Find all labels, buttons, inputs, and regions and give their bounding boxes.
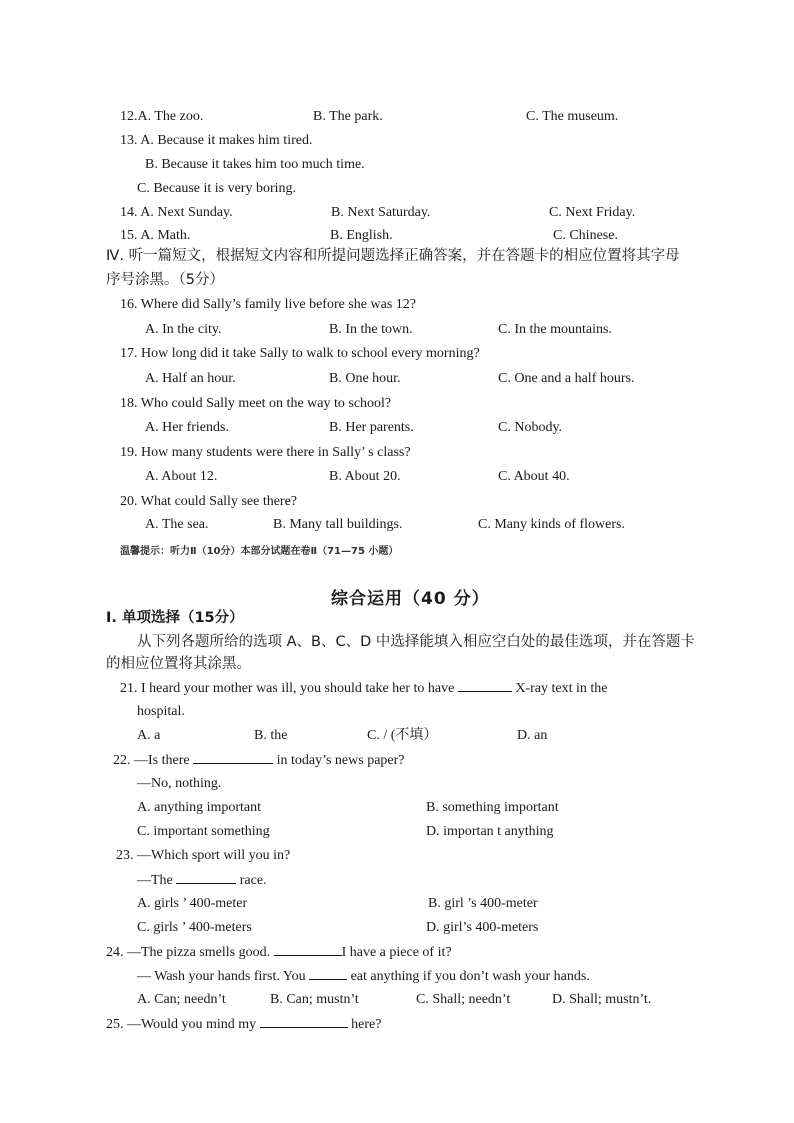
- q23-option-d: D. girl’s 400-meters: [426, 920, 539, 935]
- q25-stem: [106, 1015, 381, 1034]
- part-title: 综合运用（40 分）: [331, 589, 490, 609]
- section1-instruction-line1: 从下列各题所给的选项 A、B、C、D 中选择能填入相应空白处的最佳选项，并在答题卡: [137, 634, 695, 650]
- q21-option-c: C. / (不填）: [367, 728, 438, 743]
- q15-option-b: B. English.: [330, 228, 393, 243]
- listening-tip: 温馨提示：听力Ⅱ（10分）本部分试题在卷Ⅱ（71—75 小题）: [120, 546, 399, 557]
- q20-option-c: C. Many kinds of flowers.: [478, 517, 625, 532]
- q16-stem: 16. Where did Sally’s family live before she was 12?: [120, 297, 416, 312]
- q22-option-c: C. important something: [137, 824, 270, 839]
- q12-option-a: 12.A. The zoo.: [120, 109, 204, 124]
- q24-stem: [106, 943, 452, 962]
- q19-stem: 19. How many students were there in Sally’ s class?: [120, 445, 411, 460]
- section4-heading-line2: 序号涂黑。（5分）: [106, 272, 224, 288]
- q24-option-a: A. Can; needn’t: [137, 992, 226, 1007]
- q23-stem: 23. —Which sport will you in?: [116, 848, 291, 863]
- q18-option-c: C. Nobody.: [498, 420, 563, 435]
- q21-stem-pre: 21. I heard your mother was ill, you should take her to have: [120, 681, 455, 696]
- q13-option-c: C. Because it is very boring.: [137, 181, 297, 196]
- q24-reply-pre: — Wash your hands first. You: [137, 969, 306, 984]
- q24-reply-post: eat anything if you don’t wash your hands.: [350, 969, 590, 984]
- q16-option-c: C. In the mountains.: [498, 322, 612, 337]
- q24-stem-post: I have a piece of it?: [341, 945, 452, 960]
- section1-instruction-line2: 的相应位置将其涂黑。: [106, 656, 251, 672]
- q23-reply-post: race.: [239, 873, 267, 888]
- q15-option-c: C. Chinese.: [553, 228, 618, 243]
- q18-option-b: B. Her parents.: [329, 420, 414, 435]
- q25-answer-blank: [260, 1015, 348, 1028]
- q14-option-a: 14. A. Next Sunday.: [120, 205, 233, 220]
- q16-option-b: B. In the town.: [329, 322, 413, 337]
- q21-option-b: B. the: [254, 728, 288, 743]
- q22-stem-pre: 22. —Is there: [113, 753, 190, 768]
- q22-option-d: D. importan t anything: [426, 824, 554, 839]
- q19-option-a: A. About 12.: [145, 469, 218, 484]
- q17-stem: 17. How long did it take Sally to walk to school every morning?: [120, 346, 480, 361]
- q24-answer-blank-1: [274, 943, 342, 956]
- q24-option-b: B. Can; mustn’t: [270, 992, 359, 1007]
- q19-option-c: C. About 40.: [498, 469, 570, 484]
- q18-option-a: A. Her friends.: [145, 420, 229, 435]
- q25-stem-post: here?: [351, 1017, 382, 1032]
- q14-option-b: B. Next Saturday.: [331, 205, 431, 220]
- q15-option-a: 15. A. Math.: [120, 228, 191, 243]
- q20-option-b: B. Many tall buildings.: [273, 517, 403, 532]
- q24-stem-pre: 24. —The pizza smells good.: [106, 945, 271, 960]
- q20-option-a: A. The sea.: [145, 517, 209, 532]
- q12-option-c: C. The museum.: [526, 109, 619, 124]
- q21-option-d: D. an: [517, 728, 548, 743]
- q23-option-c: C. girls ’ 400-meters: [137, 920, 252, 935]
- q22-stem-post: in today’s news paper?: [276, 753, 405, 768]
- q22-option-b: B. something important: [426, 800, 559, 815]
- section1-heading: Ⅰ. 单项选择（15分）: [106, 610, 244, 626]
- q23-answer-blank: [176, 871, 236, 884]
- q22-answer-blank: [193, 751, 273, 764]
- q13-option-a: 13. A. Because it makes him tired.: [120, 133, 313, 148]
- section4-heading-line1: Ⅳ. 听一篇短文，根据短文内容和所提问题选择正确答案，并在答题卡的相应位置将其字母: [106, 248, 680, 264]
- q21-answer-blank: [458, 679, 512, 692]
- q21-stem-line2: hospital.: [137, 704, 185, 719]
- q17-option-c: C. One and a half hours.: [498, 371, 635, 386]
- q12-option-b: B. The park.: [313, 109, 383, 124]
- q24-reply: [137, 967, 590, 986]
- q23-option-b: B. girl ’s 400-meter: [428, 896, 538, 911]
- q17-option-a: A. Half an hour.: [145, 371, 236, 386]
- q23-reply-pre: —The: [137, 873, 173, 888]
- q13-option-b: B. Because it takes him too much time.: [145, 157, 365, 172]
- q22-option-a: A. anything important: [137, 800, 262, 815]
- q17-option-b: B. One hour.: [329, 371, 401, 386]
- q21-option-a: A. a: [137, 728, 161, 743]
- q21-stem-post: X-ray text in the: [515, 681, 608, 696]
- q18-stem: 18. Who could Sally meet on the way to school?: [120, 396, 392, 411]
- q23-reply: [137, 871, 267, 890]
- q20-stem: 20. What could Sally see there?: [120, 494, 298, 509]
- q25-stem-pre: 25. —Would you mind my: [106, 1017, 257, 1032]
- q23-option-a: A. girls ’ 400-meter: [137, 896, 248, 911]
- q24-option-d: D. Shall; mustn’t.: [552, 992, 652, 1007]
- q24-option-c: C. Shall; needn’t: [416, 992, 511, 1007]
- q22-reply: —No, nothing.: [137, 776, 222, 791]
- q19-option-b: B. About 20.: [329, 469, 401, 484]
- q14-option-c: C. Next Friday.: [549, 205, 636, 220]
- q24-answer-blank-2: [309, 967, 347, 980]
- q21-stem: [120, 679, 608, 698]
- q22-stem: [113, 751, 405, 770]
- q16-option-a: A. In the city.: [145, 322, 222, 337]
